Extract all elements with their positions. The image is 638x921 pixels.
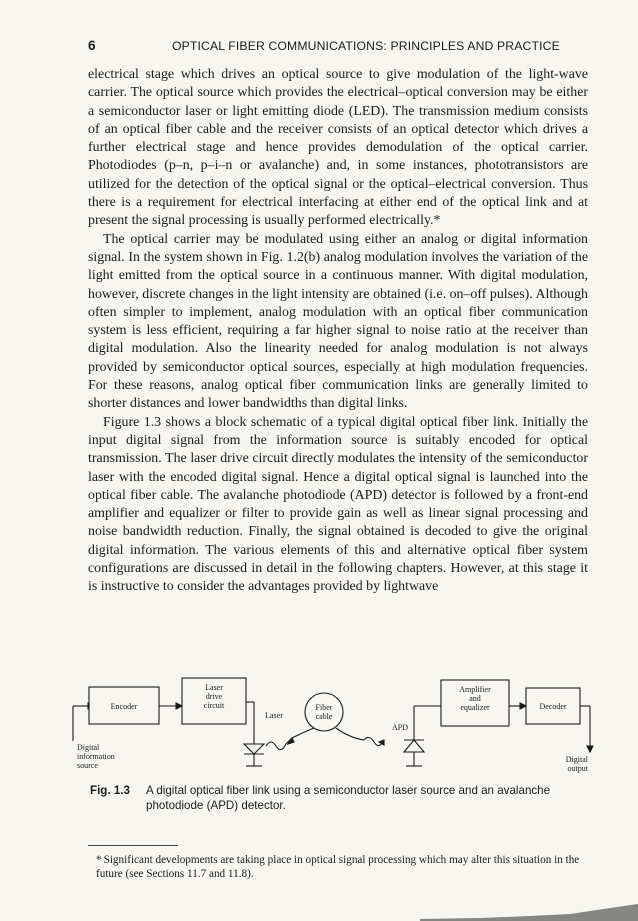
svg-text:equalizer: equalizer <box>460 703 490 712</box>
scan-artifact <box>420 902 638 921</box>
caption-text: A digital optical fiber link using a semiconductor laser source and an avalanche photodiode (APD) detector. <box>146 784 551 812</box>
svg-text:drive: drive <box>205 692 223 701</box>
arrow-icon <box>587 746 593 752</box>
paragraph-3: Figure 1.3 shows a block schematic of a typical digital optical fiber link. Initially the input digital signal from the information source is suitably encoded for optical transmission. The laser drive circuit directly modulates the intensity of the semiconductor laser with the encoded digital signal. Hence a digital optical signal is launched into the optical fiber cable. The avalanche photodiode (APD) detector is followed by a front-end amplifier and equalizer or filter to provide gain as well as linear signal processing and noise bandwidth reduction. Finally, the signal obtained is decoded to give the original digital information. The various elements of this and alternative optical fiber system configurations are discussed in detail in the following chapters. However, at this stage it is instructive to consider the advantages provided by lightwave <box>88 414 588 595</box>
paragraph-1: electrical stage which drives an optical source to give modulation of the light-wave carrier. The optical source which provides the electrical–optical conversion may be either a semiconductor laser or light emitting diode (LED). The transmission medium consists of an optical fiber cable and the receiver consists of an optical detector which drives a further electrical stage and hence provides demodulation of the optical carrier. Photodiodes (p–n, p–i–n or avalanche) and, in some instances, phototransistors are utilized for the detection of the optical signal or the optical–electrical conversion. Thus there is a requirement for electrical interfacing at either end of the optical link and at present the signal processing is usually performed electrically.* <box>88 67 588 229</box>
arrow-icon <box>176 703 182 709</box>
arrow-icon <box>520 703 526 709</box>
figure-1-3 <box>68 666 598 786</box>
decoder-label: Decoder <box>539 702 567 711</box>
apd-label: APD <box>391 723 409 732</box>
svg-text:cable: cable <box>315 712 333 721</box>
footnote-mark: * <box>96 854 102 866</box>
caption-label: Fig. 1.3 <box>90 784 130 797</box>
apd-icon <box>404 740 424 752</box>
paragraph-2: The optical carrier may be modulated using either an analog or digital information signal. In the system shown in Fig. 1.2(b) analog modulation involves the variation of the light emitted from the optical source in a continuous manner. With digital modulation, however, discrete changes in the light intensity are obtained (i.e. on–off pulses). Although often simpler to implement, analog modulation with an optical fiber communication system is less efficient, requiring a far higher signal to noise ratio at the receiver than digital modulation. Also the linearity needed for analog modulation is not always provided by semiconductor optical sources, especially at high modulation frequencies. For these reasons, analog optical fiber communication links are generally limited to shorter distances and lower bandwidths than digital links. <box>88 231 588 412</box>
laser-diode-icon <box>244 744 264 754</box>
svg-text:output: output <box>567 764 588 773</box>
input-label: Digital <box>77 743 100 752</box>
fiber-label: Fiber <box>315 703 333 712</box>
footnote <box>96 853 586 881</box>
footnote-rule <box>88 845 178 846</box>
block-diagram <box>68 666 598 786</box>
svg-text:source: source <box>77 761 98 770</box>
running-head: OPTICAL FIBER COMMUNICATIONS: PRINCIPLES AND PRACTICE <box>172 39 560 53</box>
page-header <box>88 38 588 54</box>
amplifier-label: Amplifier <box>459 685 491 694</box>
output-label: Digital <box>565 755 588 764</box>
body-text <box>88 66 588 597</box>
svg-text:and: and <box>469 694 481 703</box>
svg-text:circuit: circuit <box>203 701 225 710</box>
laser-drive-label: Laser <box>205 683 223 692</box>
footnote-text: Significant developments are taking place in optical signal processing which may alter this situation in the future (see Sections 11.7 and 11.8). <box>96 854 580 880</box>
svg-text:information: information <box>77 752 115 761</box>
encoder-label: Encoder <box>110 702 138 711</box>
page-number: 6 <box>88 38 96 53</box>
laser-label: Laser <box>265 711 283 720</box>
